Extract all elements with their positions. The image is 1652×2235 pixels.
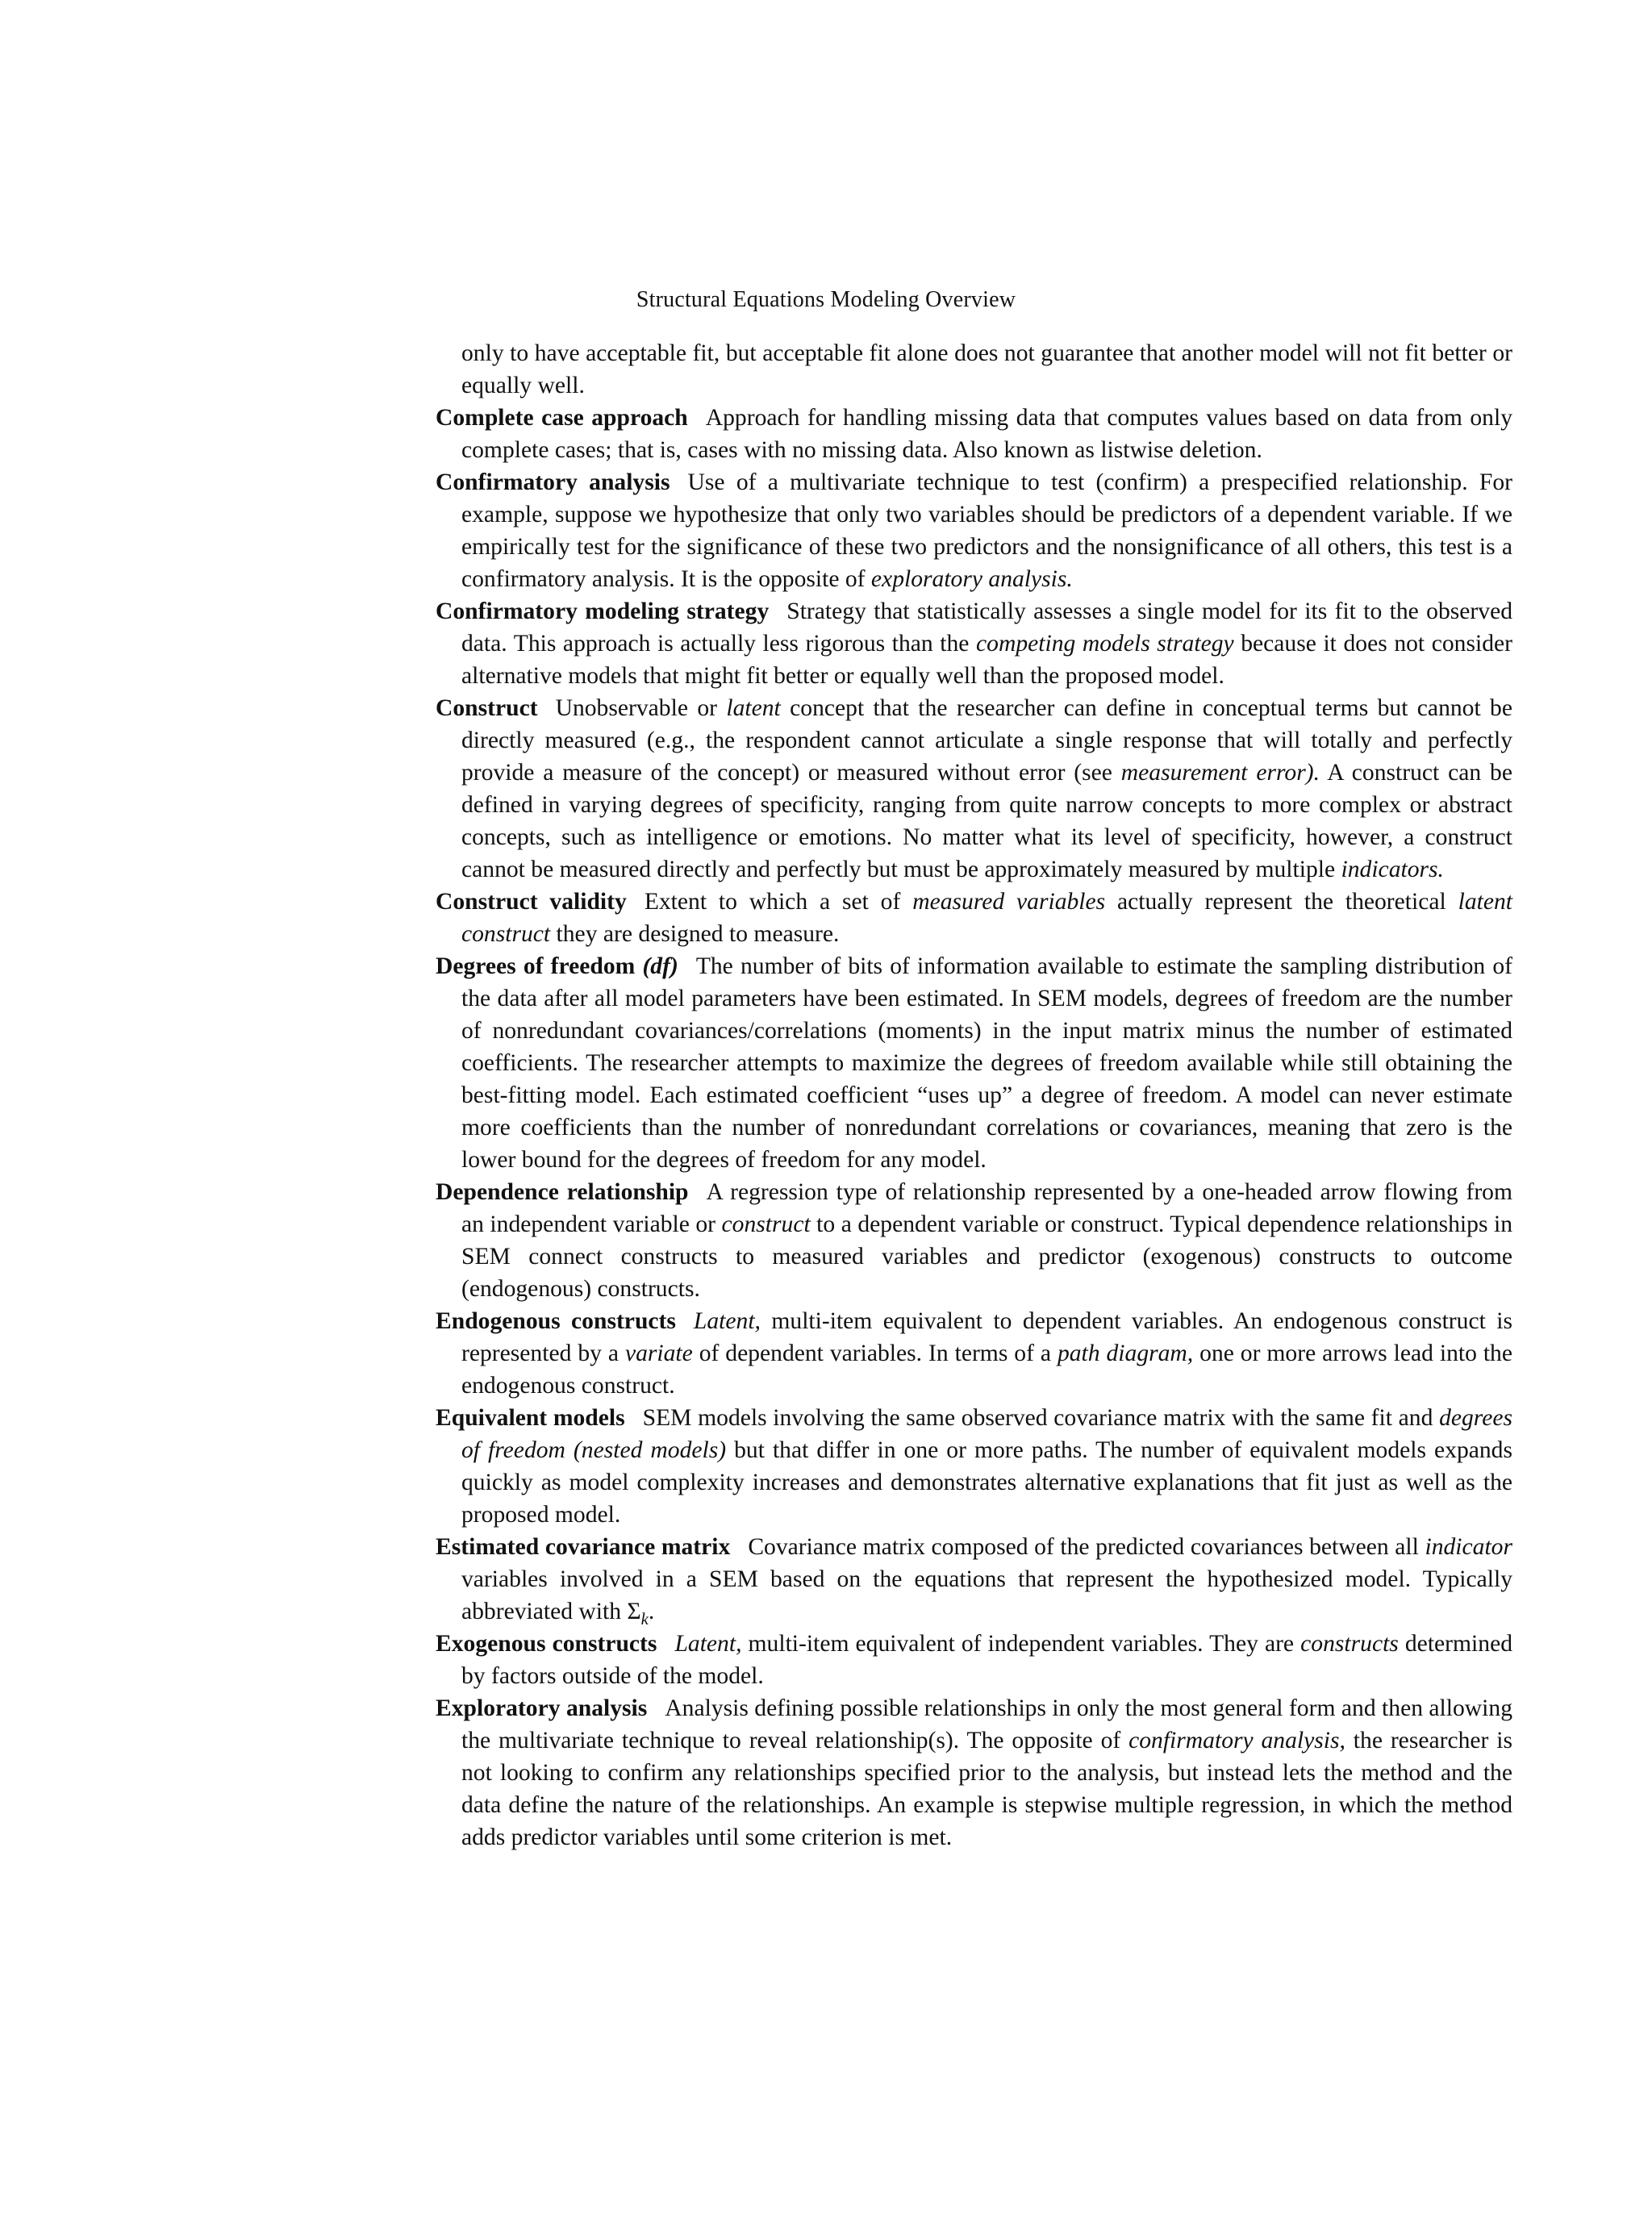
cross-reference: measurement error). [1120,760,1320,786]
cross-reference: indicator [1425,1534,1512,1560]
glossary-definition: A regression type of relationship represented by a one-headed arrow flowing from an independent variable or [461,1179,1512,1237]
glossary-definition: one or more arrows lead into the endogenous construct. [461,1341,1512,1399]
glossary-definition: Strategy that statistically assesses a single model for its fit to the observed data. This approach is actually less rigorous than the [461,598,1512,657]
cross-reference: path diagram, [1057,1341,1194,1366]
cross-reference: latent construct [461,889,1512,947]
glossary-term: Construct validity [436,889,627,915]
glossary-entry-exploratory-analysis [436,1692,1512,1853]
glossary-definition: multi-item equivalent to dependent variables. An endogenous construct is represented by a [461,1308,1512,1366]
page-header: Structural Equations Modeling Overview [636,287,1016,312]
glossary-term: Complete case approach [436,405,688,431]
cross-reference: constructs [1300,1631,1399,1657]
glossary-definition: actually represent the theoretical [1105,889,1458,915]
glossary-definition: Analysis defining possible relationships in only the most general form and then allowing the multivariate technique to reveal relationship(s). The opposite of [461,1695,1512,1753]
glossary-entry-complete-case-approach [436,402,1512,466]
glossary-definition: SEM models involving the same observed covariance matrix with the same fit and [642,1405,1440,1431]
glossary-definition: concept that the researcher can define in conceptual terms but cannot be directly measured (e.g., the respondent cannot articulate a single response that will totally and perfectly provide a measure of the concept) or measured without error (see [461,695,1512,786]
glossary-definition: to a dependent variable or construct. Typical dependence relationships in SEM connect constructs to measured variables and predictor (exogenous) constructs to outcome (endogenous) constructs. [461,1211,1512,1302]
cross-reference: exploratory analysis. [870,566,1073,592]
glossary-definition: the researcher is not looking to confirm any relationships specified prior to the analysis, but instead lets the method and the data define the nature of the relationships. An example is stepwise multiple regression, in which the method adds predictor variables until some criterion is met. [461,1728,1512,1850]
glossary-term: Endogenous constructs [436,1308,676,1334]
cross-reference: confirmatory analysis, [1128,1728,1345,1753]
glossary-definition: they are designed to measure. [550,921,840,947]
glossary-definition: Covariance matrix composed of the predicted covariances between all [748,1534,1425,1560]
glossary-entry-confirmatory-modeling-strategy [436,595,1512,692]
glossary-entry-dependence-relationship [436,1176,1512,1305]
cross-reference: Latent, [674,1631,742,1657]
glossary-definition: multi-item equivalent of independent variables. They are [741,1631,1301,1657]
glossary-term-abbreviation: (df) [642,953,678,979]
glossary-term: Exogenous constructs [436,1631,657,1657]
glossary-body [436,337,1512,1853]
cross-reference: competing models strategy [976,631,1234,657]
glossary-definition: A construct can be defined in varying degrees of specificity, ranging from quite narrow concepts to more complex or abstract concepts, such as intelligence or emotions. No matter what its level of specificity, however, a construct cannot be measured directly and perfectly but must be approximately measured by multiple [461,760,1512,882]
glossary-entry-confirmatory-analysis [436,466,1512,595]
glossary-definition: determined by factors outside of the model. [461,1631,1513,1689]
glossary-entry-construct [436,692,1512,886]
glossary-term: Degrees of freedom [436,953,636,979]
glossary-term: Equivalent models [436,1405,625,1431]
glossary-term: Confirmatory modeling strategy [436,598,770,624]
sigma-subscript: k [640,1610,649,1628]
glossary-entry-estimated-covariance-matrix [436,1531,1512,1628]
glossary-term: Exploratory analysis [436,1695,648,1721]
glossary-definition: . [648,1599,655,1624]
cross-reference: latent [726,695,781,721]
glossary-definition: Extent to which a set of [644,889,913,915]
cross-reference: construct [721,1211,811,1237]
glossary-term: Construct [436,695,538,721]
glossary-definition: because it does not consider alternative models that might fit better or equally well than the proposed model. [461,631,1512,689]
glossary-definition: of dependent variables. In terms of a [692,1341,1058,1366]
cross-reference: indicators. [1341,857,1444,882]
glossary-definition: Unobservable or [555,695,727,721]
glossary-definition: Use of a multivariate technique to test (confirm) a prespecified relationship. For example, suppose we hypothesize that only two variables should be predictors of a dependent variable. If we empirically test for the significance of these two predictors and the nonsignificance of all others, this test is a confirmatory analysis. It is the opposite of [461,469,1512,592]
cross-reference: measured variables [912,889,1106,915]
glossary-entry-exogenous-constructs [436,1628,1512,1692]
glossary-definition: The number of bits of information available to estimate the sampling distribution of the data after all model parameters have been estimated. In SEM models, degrees of freedom are the number of nonredundant covariances/correlations (moments) in the input matrix minus the number of estimated coefficients. The researcher attempts to maximize the degrees of freedom available while still obtaining the best-fitting model. Each estimated coefficient “uses up” a degree of freedom. A model can never estimate more coefficients than the number of nonredundant correlations or covariances, meaning that zero is the lower bound for the degrees of freedom for any model. [461,953,1512,1173]
cross-reference: Latent, [693,1308,761,1334]
glossary-term: Confirmatory analysis [436,469,670,495]
glossary-entry-construct-validity [436,886,1512,950]
cross-reference: degrees of freedom (nested models) [461,1405,1512,1463]
glossary-entry-equivalent-models [436,1402,1512,1531]
glossary-definition: variables involved in a SEM based on the equations that represent the hypothesized model. Typically abbreviated with Σ [461,1566,1512,1624]
glossary-term: Estimated covariance matrix [436,1534,731,1560]
glossary-continuation: only to have acceptable fit, but acceptable fit alone does not guarantee that another model will not fit better or equally well. [461,340,1512,398]
glossary-entry-degrees-of-freedom [436,950,1512,1176]
glossary-definition: but that differ in one or more paths. The number of equivalent models expands quickly as model complexity increases and demonstrates alternative explanations that fit just as well as the proposed model. [461,1437,1512,1528]
glossary-definition: Approach for handling missing data that computes values based on data from only complete cases; that is, cases with no missing data. Also known as listwise deletion. [461,405,1512,463]
cross-reference: variate [624,1341,693,1366]
glossary-term: Dependence relationship [436,1179,689,1205]
glossary-entry-endogenous-constructs [436,1305,1512,1402]
